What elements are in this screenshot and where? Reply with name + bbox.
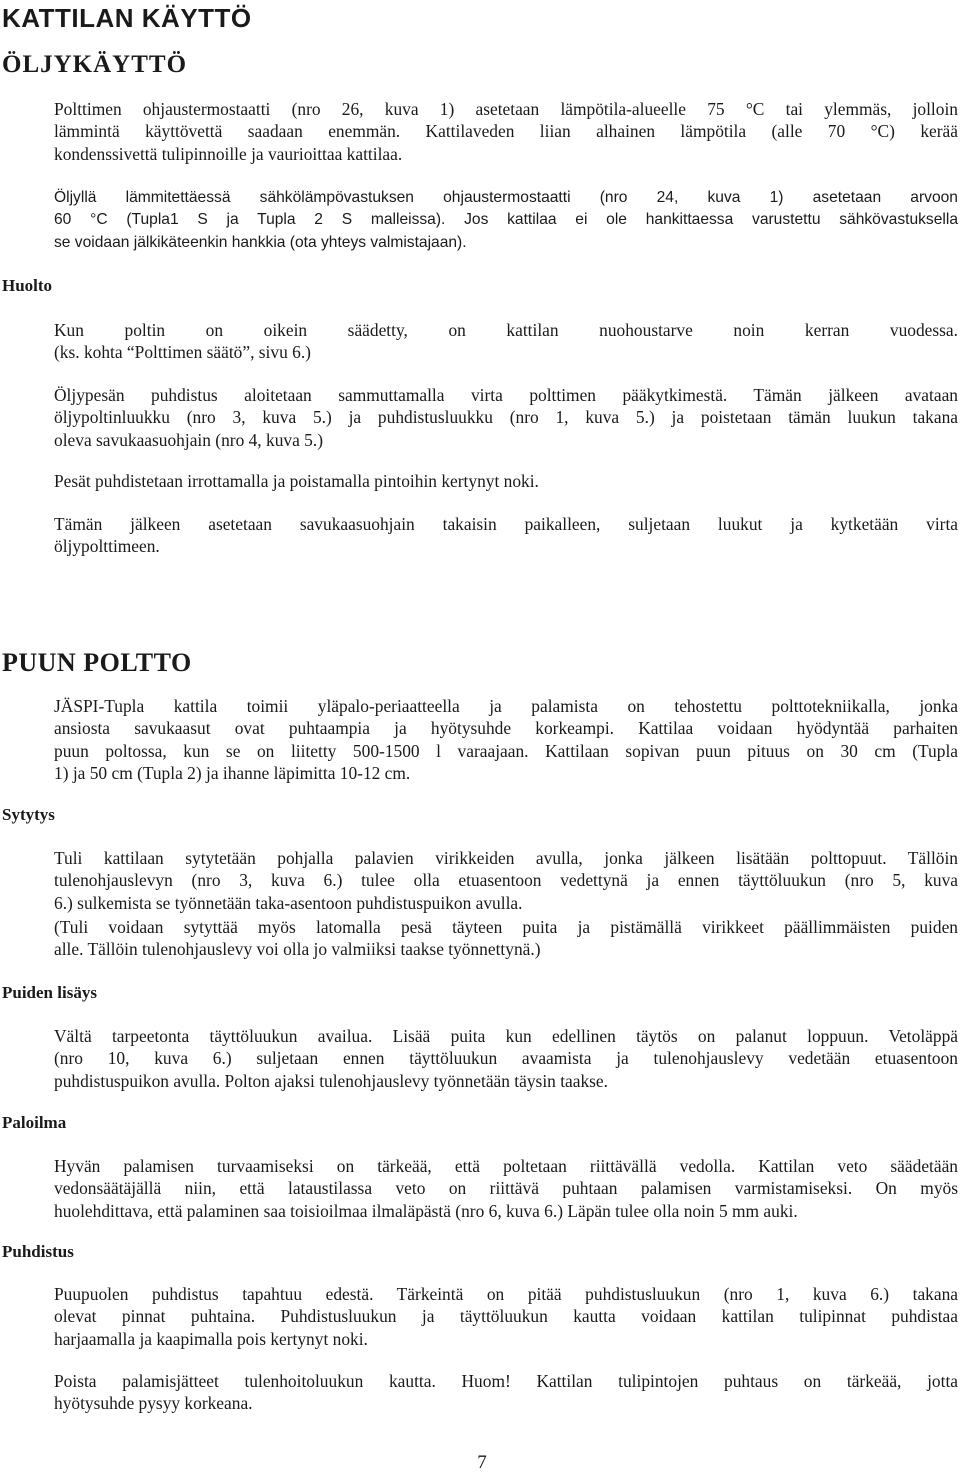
text-line: Polttimen ohjaustermostaatti (nro 26, kuva 1) asetetaan lämpötila-alueelle 75 °C tai ylemmäs, jolloin [54, 99, 958, 119]
section-heading-puun-poltto: PUUN POLTTO [2, 648, 192, 677]
text-line: Hyvän palamisen turvaamiseksi on tärkeää, että poltetaan riittävällä vedolla. Kattilan veto säädetään [54, 1156, 958, 1176]
text-line: 60 °C (Tupla1 S ja Tupla 2 S malleissa). Jos kattilaa ei ole hankittaessa varustettu sähkövastuksella [54, 211, 958, 229]
text-line: se voidaan jälkikäteenkin hankkia (ota yhteys valmistajaan). [54, 233, 467, 251]
text-line: Kun poltin on oikein säädetty, on kattilan nuohoustarve noin kerran vuodessa. [54, 320, 958, 340]
text-line: öljypolttimeen. [54, 536, 160, 557]
paragraph [54, 1283, 958, 1350]
paragraph [54, 695, 958, 784]
text-line: olevat pinnat puhtaina. Puhdistusluukun ja täyttöluukun kautta voidaan kattilan tulipinnat puhdistaa [54, 1306, 958, 1327]
text-line: harjaamalla ja kaapimalla pois kertynyt noki. [54, 1328, 368, 1349]
text-line: oleva savukaasuohjain (nro 4, kuva 5.) [54, 429, 323, 450]
side-label-sytytys: Sytytys [2, 805, 55, 824]
text-line: Öljypesän puhdistus aloitetaan sammuttamalla virta polttimen pääkytkimestä. Tämän jälkeen avataan [54, 385, 958, 405]
text-line: lämmintä käyttövettä saadaan enemmän. Kattilaveden liian alhainen lämpötila (alle 70 °C) kerää [54, 121, 958, 142]
paragraph [54, 916, 958, 961]
page-title: KATTILAN KÄYTTÖ [2, 3, 252, 33]
paragraph [54, 384, 958, 451]
text-line: hyötysuhde pysyy korkeana. [54, 1393, 253, 1414]
text-line: Tuli kattilaan sytytetään pohjalla palavien virikkeiden avulla, jonka jälkeen lisätään polttopuut. Tällöin [54, 848, 958, 868]
page-number: 7 [477, 1452, 487, 1473]
section-heading-oljykaytto: ÖLJYKÄYTTÖ [2, 51, 188, 78]
text-line: ansiosta savukaasut ovat puhtaampia ja hyötysuhde korkeampi. Kattilaa voidaan hyödyntää parhaiten [54, 718, 958, 739]
paragraph [54, 187, 958, 254]
text-line: huolehdittava, että palaminen saa toisioilmaa ilmaläpästä (nro 6, kuva 6.) Läpän tulee olla noin 5 mm auki. [54, 1200, 798, 1221]
side-label-puhdistus: Puhdistus [2, 1242, 74, 1261]
paragraph [54, 470, 958, 492]
text-line: öljypoltinluukku (nro 3, kuva 5.) ja puhdistusluukku (nro 1, kuva 5.) ja poistetaan tämän luukun takana [54, 407, 958, 428]
side-label-huolto: Huolto [2, 276, 53, 295]
side-label-paloilma: Paloilma [2, 1113, 67, 1132]
text-line: Tämän jälkeen asetetaan savukaasuohjain takaisin paikalleen, suljetaan luukut ja kytketään virta [54, 514, 958, 534]
paragraph [54, 1155, 958, 1222]
text-line: Puupuolen puhdistus tapahtuu edestä. Tärkeintä on pitää puhdistusluukun (nro 1, kuva 6.) takana [54, 1284, 958, 1304]
text-line: puun poltossa, kun se on liitetty 500-1500 l varaajaan. Kattilaan sopivan puun pituus on 30 cm (Tupla [54, 740, 958, 761]
text-line: Pesät puhdistetaan irrottamalla ja poistamalla pintoihin kertynyt noki. [54, 471, 539, 491]
paragraph [54, 513, 958, 558]
text-line: vedonsäätäjällä niin, että lataustilassa veto on riittävä puhtaan palamisen varmistamiseksi. On myös [54, 1178, 958, 1199]
text-line: (ks. kohta “Polttimen säätö”, sivu 6.) [54, 342, 311, 363]
paragraph [54, 847, 958, 914]
paragraph [54, 98, 958, 165]
paragraph [54, 1025, 958, 1092]
text-line: Vältä tarpeetonta täyttöluukun availua. Lisää puita kun edellinen täytös on palanut loppuun. Vetoläppä [54, 1026, 958, 1046]
paragraph [54, 1370, 958, 1415]
text-line: (nro 10, kuva 6.) suljetaan ennen täyttöluukun avaamista ja tulenohjauslevy vedetään etuasentoon [54, 1048, 958, 1069]
text-line: (Tuli voidaan sytyttää myös latomalla pesä täyteen puita ja pistämällä virikkeet päällimmäisten puiden [54, 917, 958, 937]
text-line: Öljyllä lämmitettäessä sähkölämpövastuksen ohjaustermostaatti (nro 24, kuva 1) asetetaan arvoon [54, 189, 958, 206]
text-line: 1) ja 50 cm (Tupla 2) ja ihanne läpimitta 10-12 cm. [54, 762, 411, 783]
text-line: JÄSPI-Tupla kattila toimii yläpalo-periaatteella ja palamista on tehostettu polttotekniikalla, jonka [54, 696, 958, 716]
text-line: alle. Tällöin tulenohjauslevy voi olla jo valmiiksi taakse työnnettynä.) [54, 939, 541, 960]
text-line: tulenohjauslevyn (nro 3, kuva 6.) tulee olla etuasentoon vedettynä ja ennen täyttöluukun (nro 5, kuva [54, 870, 958, 891]
text-line: Poista palamisjätteet tulenhoitoluukun kautta. Huom! Kattilan tulipintojen puhtaus on tärkeää, jotta [54, 1371, 958, 1391]
text-line: 6.) sulkemista se työnnetään taka-asentoon puhdistuspuikon avulla. [54, 892, 523, 913]
text-line: puhdistuspuikon avulla. Polton ajaksi tulenohjauslevy työnnetään täysin taakse. [54, 1070, 608, 1091]
side-label-puiden-lisays: Puiden lisäys [2, 983, 97, 1002]
paragraph [54, 319, 958, 364]
text-line: kondenssivettä tulipinnoille ja vaurioittaa kattilaa. [54, 143, 403, 164]
